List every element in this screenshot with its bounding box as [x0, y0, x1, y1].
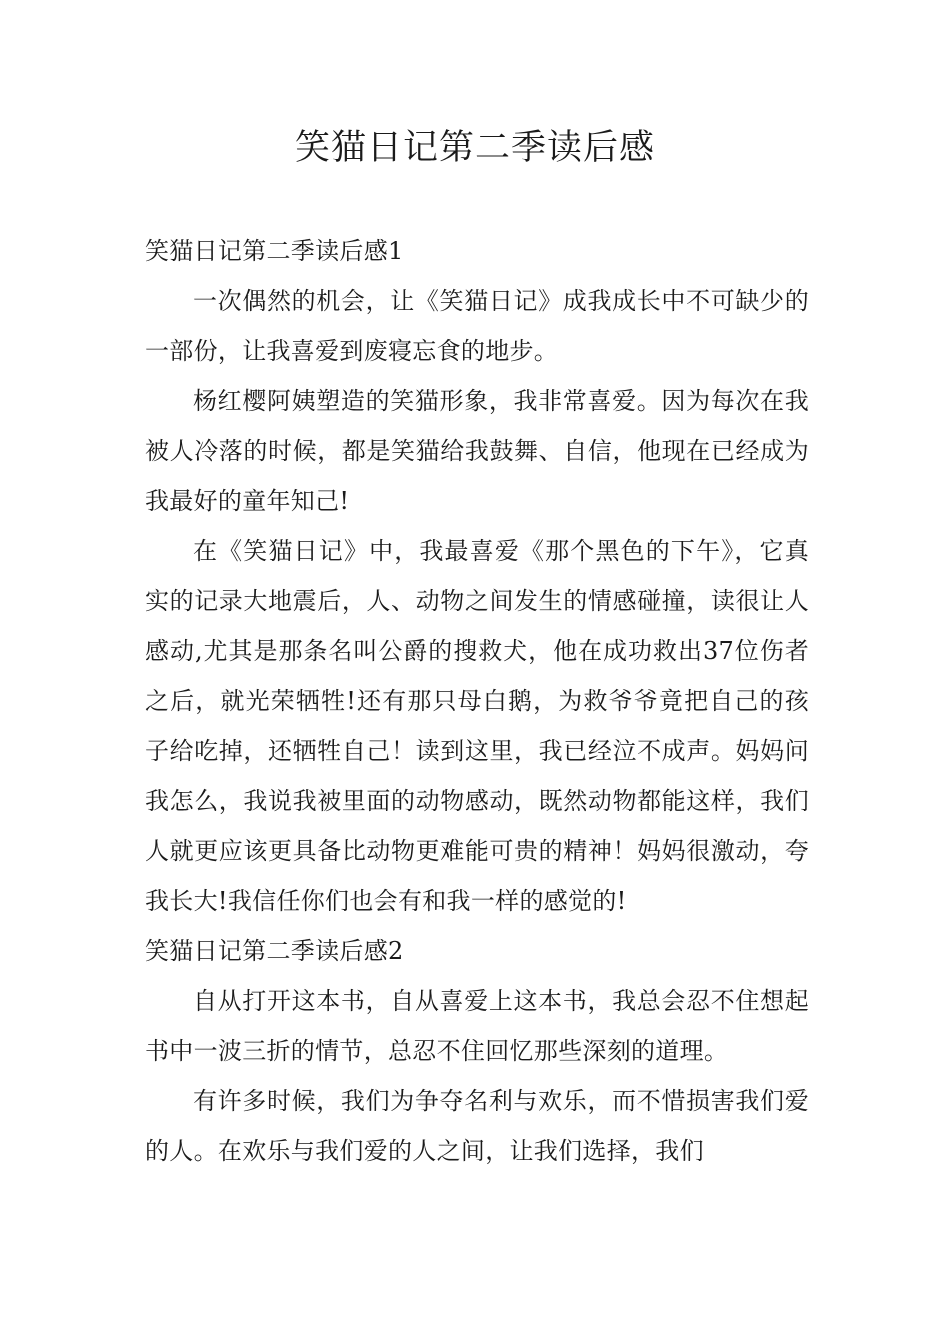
- essay-section-1: [145, 226, 809, 926]
- document-body: [145, 226, 809, 1176]
- paragraph: 有许多时候，我们为争夺名利与欢乐，而不惜损害我们爱的人。在欢乐与我们爱的人之间，让我们选择，我们: [145, 1087, 809, 1165]
- section-heading: 笑猫日记第二季读后感1: [145, 237, 404, 265]
- paragraph: 在《笑猫日记》中，我最喜爱《那个黑色的下午》，它真实的记录大地震后，人、动物之间发生的情感碰撞，读很让人感动,尤其是那条名叫公爵的搜救犬，他在成功救出37位伤者之后，就光荣牺牲!还有那只母白鹅，为救爷爷竟把自己的孩子给吃掉，还牺牲自己！读到这里，我已经泣不成声。妈妈问我怎么，我说我被里面的动物感动，既然动物都能这样，我们人就更应该更具备比动物更难能可贵的精神！妈妈很激动，夸我长大!我信任你们也会有和我一样的感觉的!: [145, 537, 809, 915]
- paragraph: 杨红樱阿姨塑造的笑猫形象，我非常喜爱。因为每次在我被人冷落的时候，都是笑猫给我鼓舞、自信，他现在已经成为我最好的童年知己!: [145, 387, 809, 515]
- paragraph: 一次偶然的机会，让《笑猫日记》成我成长中不可缺少的一部份，让我喜爱到废寝忘食的地步。: [145, 287, 809, 365]
- document-title: 笑猫日记第二季读后感: [294, 128, 655, 168]
- section-heading: 笑猫日记第二季读后感2: [145, 937, 404, 965]
- paragraph: 自从打开这本书，自从喜爱上这本书，我总会忍不住想起书中一波三折的情节，总忍不住回忆那些深刻的道理。: [145, 987, 809, 1065]
- essay-section-2: [145, 926, 809, 1176]
